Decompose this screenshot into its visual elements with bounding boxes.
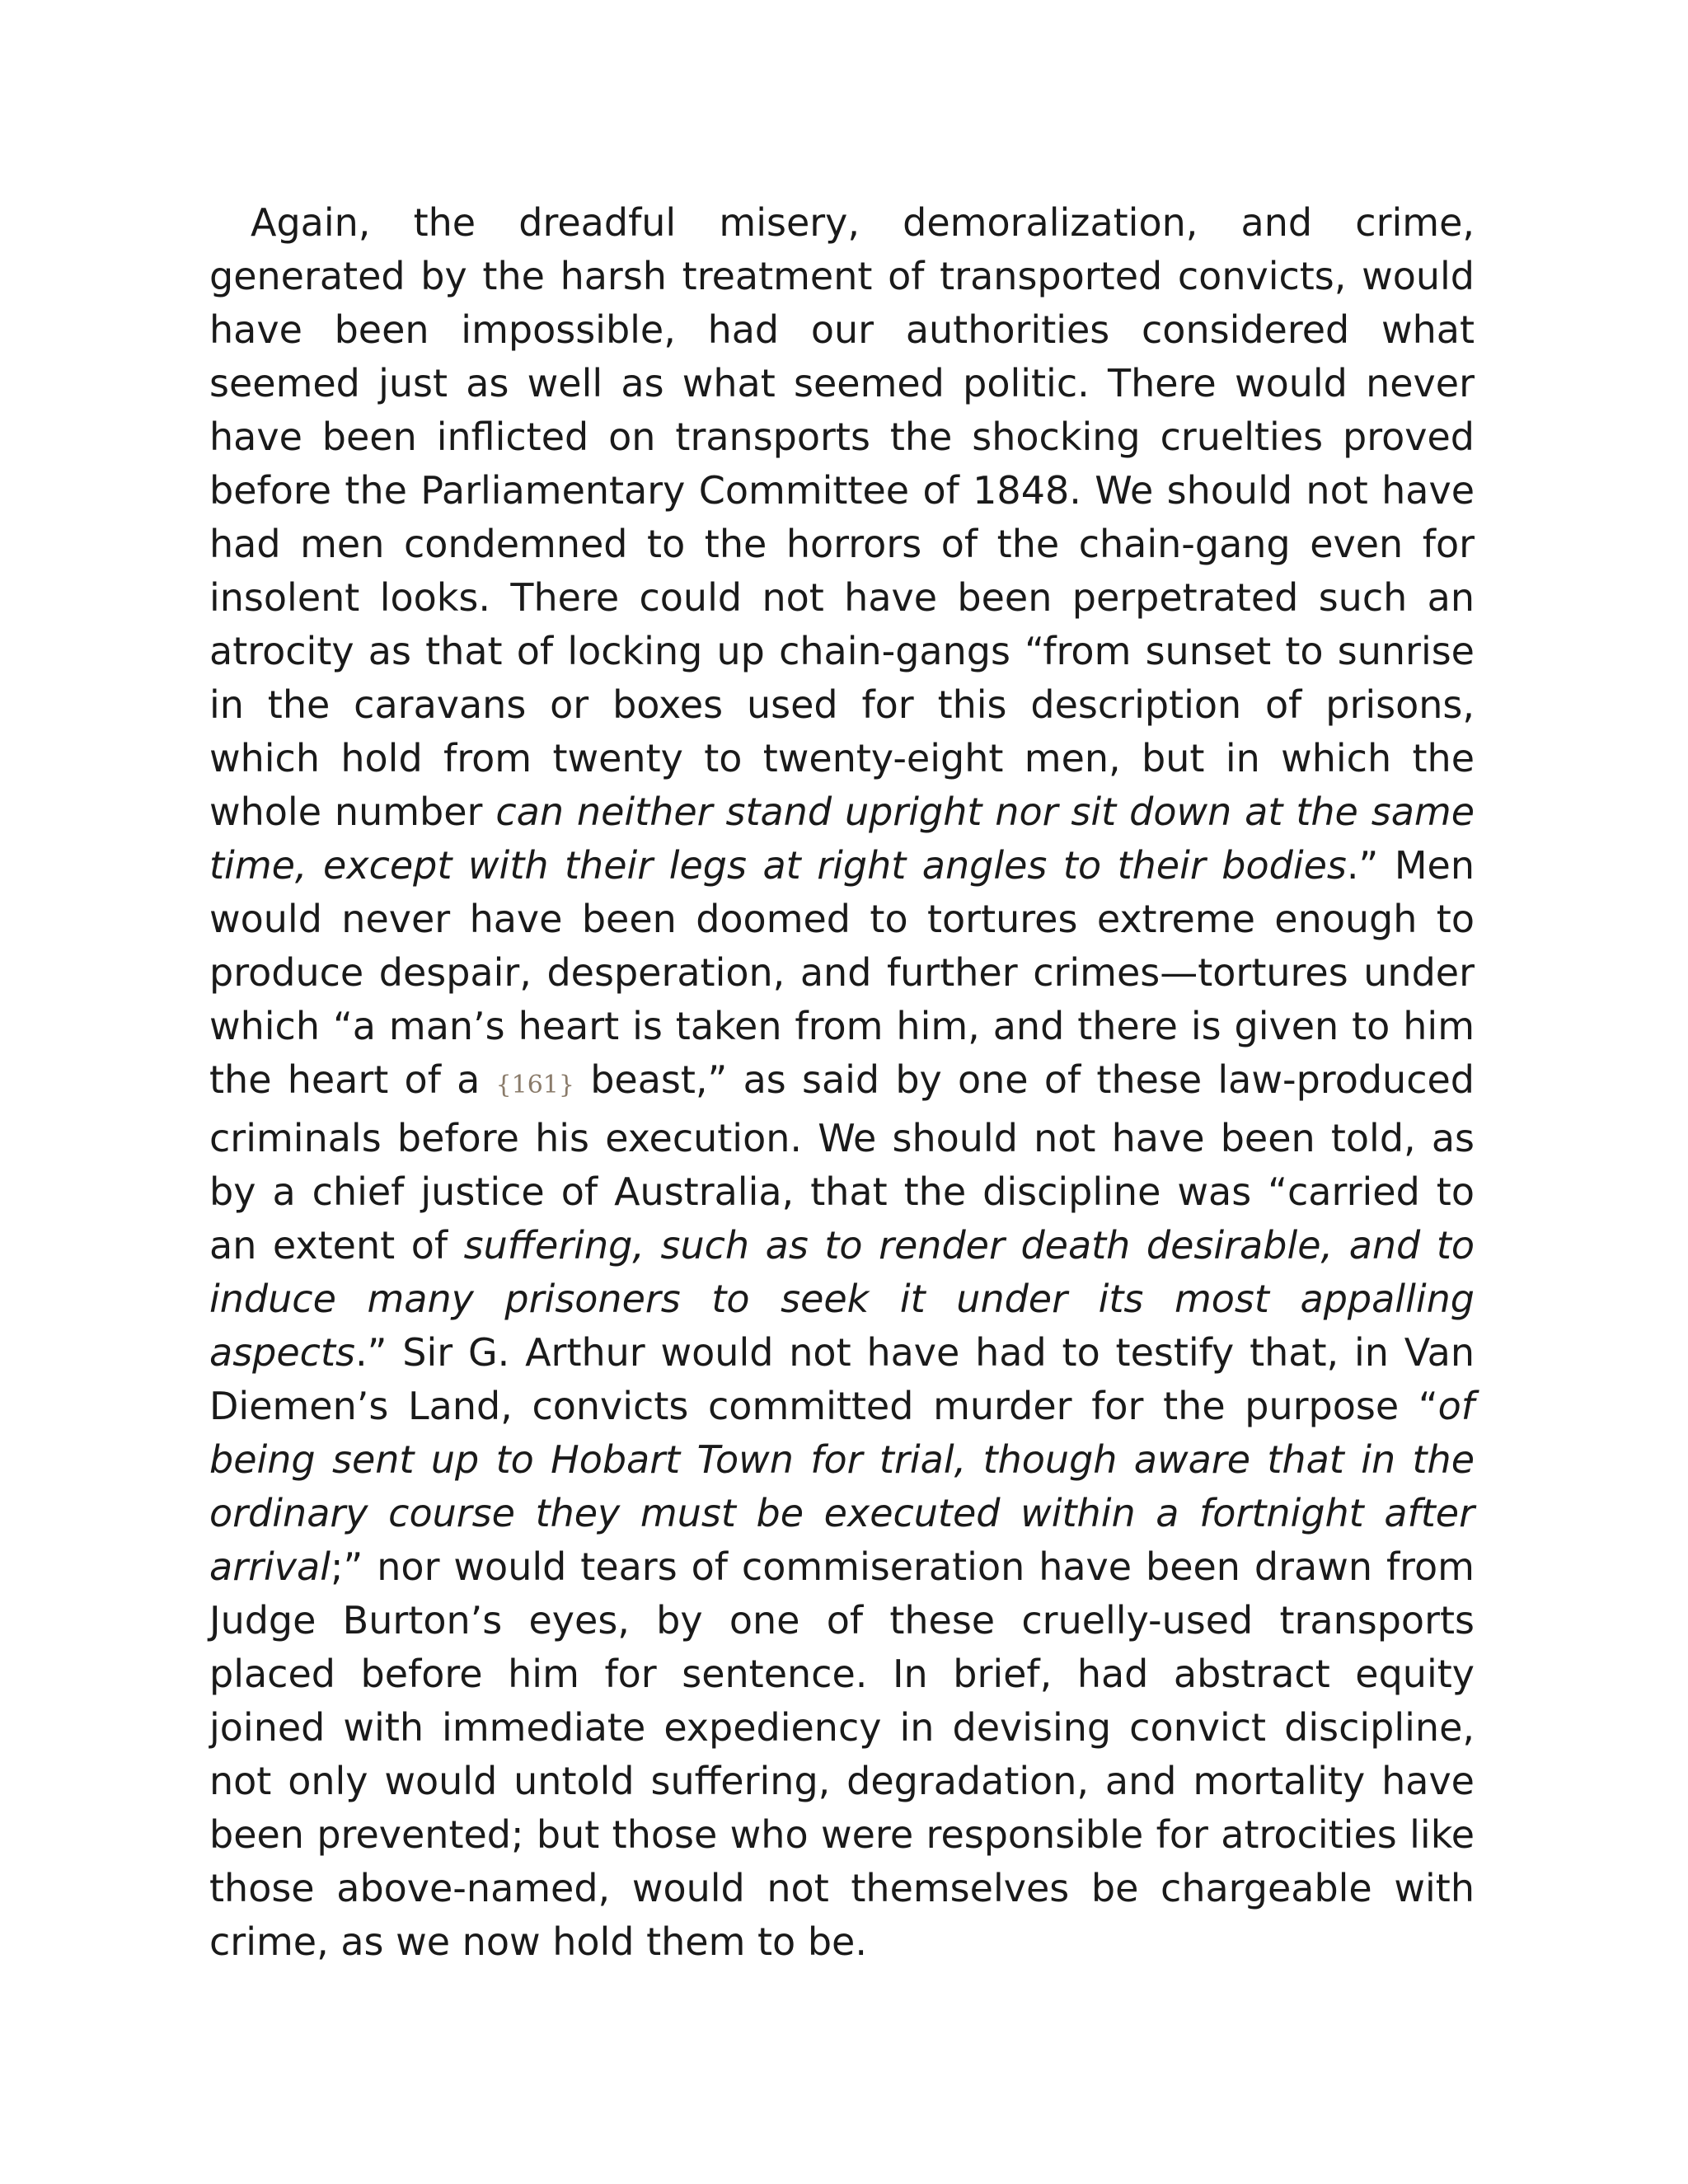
text-segment: Again, the dreadful misery, demoralization, and crime, generated by the harsh treatment of transported convicts, would have been impossible, had our authorities considered what seemed just as well as what seemed politic. There would never have been inflicted on transports the shocking cruelties proved before the Parliamentary Committee of 1848. We should not have had men condemned to the horrors of the chain-gang even for insolent looks. There could not have been perpetrated such an atrocity as that of locking up chain-gangs “from sunset to sunrise in the caravans or boxes used for this description of prisons, which hold from twenty to twenty-eight men, but in which the whole number xyxy=(209,200,1475,834)
text-segment: ;” nor would tears of commiseration have been drawn from Judge Burton’s eyes, by one of these cruelly-used transports placed before him for sentence. In brief, had abstract equity joined with immediate expediency in devising convict discipline, not only would untold suffering, degradation, and mortality have been prevented; but those who were responsible for atrocities like those above-named, would not themselves be chargeable with crime, as we now hold them to be. xyxy=(209,1544,1475,1964)
text-segment: beast,” as said by one of these law-produced criminals before his execution. We should not have been told, as by a chief justice of Australia, that the discipline was “carried to an extent of xyxy=(209,1057,1475,1268)
document-page xyxy=(209,196,1475,1969)
body-paragraph xyxy=(209,196,1475,1969)
italic-quote: suffering, such as to render death desirable, and to induce many prisoners to seek it under its most appalling aspects xyxy=(209,1223,1475,1375)
text-segment: .” Sir G. Arthur would not have had to testify that, in Van Diemen’s Land, convicts committed murder for the purpose “ xyxy=(209,1330,1475,1428)
italic-quote: of being sent up to Hobart Town for trial, though aware that in the ordinary course they must be executed within a fortnight after arrival xyxy=(209,1384,1475,1589)
italic-quote: can neither stand upright nor sit down at the same time, except with their legs at right angles to their bodies xyxy=(209,790,1475,888)
page-number-marker: {161} xyxy=(495,1071,574,1099)
text-segment: .” Men would never have been doomed to tortures extreme enough to produce despair, desperation, and further crimes—tortures under which “a man’s heart is taken from him, and there is given to him the heart of a xyxy=(209,843,1475,1102)
